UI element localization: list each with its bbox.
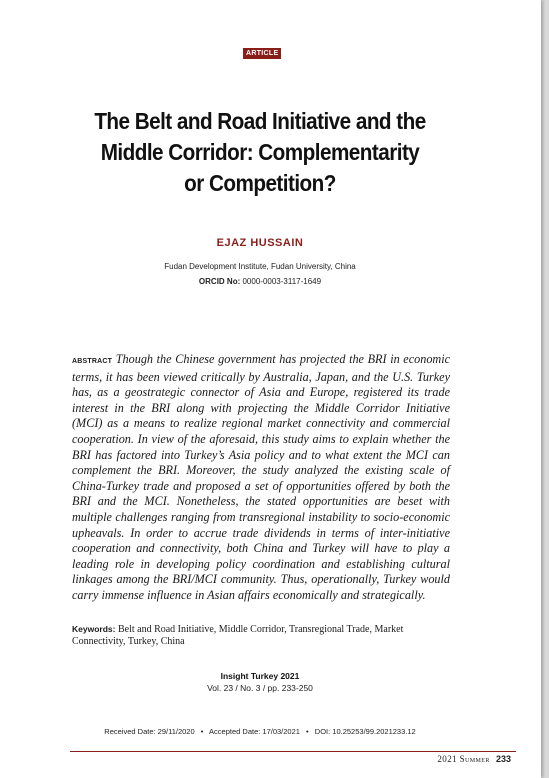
footer-season: 2021 Summer bbox=[437, 754, 490, 764]
doi: DOI: 10.25253/99.2021233.12 bbox=[314, 727, 416, 736]
accepted-date: Accepted Date: 17/03/2021 bbox=[209, 727, 300, 736]
abstract-label: ABSTRACT bbox=[72, 358, 113, 365]
orcid-value: 0000-0003-3117-1649 bbox=[242, 277, 322, 286]
publication-dates bbox=[0, 727, 520, 736]
article-type-badge: ARTICLE bbox=[243, 48, 281, 59]
article-title bbox=[62, 106, 458, 199]
journal-volume: Vol. 23 / No. 3 / pp. 233-250 bbox=[207, 683, 313, 693]
author-orcid bbox=[0, 277, 520, 286]
orcid-label: ORCID No: bbox=[198, 277, 241, 286]
footer-rule bbox=[70, 751, 516, 752]
received-date: Received Date: 29/11/2020 bbox=[104, 727, 195, 736]
abstract-text: Though the Chinese government has projected the BRI in economic terms, it has been viewed critically by Australia, Japan, and the U.S. Turkey has, as a geostrategic connector of Asia and Europe, registered its trade interest in the BRI along with projecting the Middle Corridor Initiative (MCI) as a means to realize regional market connectivity and commercial cooperation. In view of the aforesaid, this study aims to explain whether the BRI has factored into Turkey’s Asia policy and to what extent the MCI can complement the BRI. Moreover, the study analyzed the existing scale of China-Turkey trade and proposed a set of opportunities offered by both the BRI and the MCI. Nonetheless, the stated opportunities are beset with multiple challenges ranging from transregional instability to socio-economic upheavals. In order to accrue trade dividends in terms of inter-initiative cooperation and connectivity, both China and Turkey will have to play a leading role in developing policy coordination and establishing cultural linkages among the BRI/MCI community. Thus, operationally, Turkey would carry immense influence in Asian affairs economically and strategically. bbox=[72, 352, 451, 602]
keywords-text: Belt and Road Initiative, Middle Corridor, Transregional Trade, Market Connectivity, Turkey, China bbox=[72, 624, 404, 647]
separator-1: • bbox=[200, 727, 204, 736]
journal-name: Insight Turkey 2021 bbox=[220, 671, 300, 681]
page-number: 233 bbox=[495, 754, 511, 764]
keywords-label: Keywords: bbox=[72, 624, 116, 634]
title-line-2: Middle Corridor: Complementarity bbox=[100, 139, 420, 165]
title-line-1: The Belt and Road Initiative and the bbox=[94, 108, 426, 134]
author-name: EJAZ HUSSAIN bbox=[216, 237, 304, 249]
keywords bbox=[72, 623, 452, 648]
page-footer bbox=[437, 754, 511, 764]
author-affiliation: Fudan Development Institute, Fudan University, China bbox=[164, 262, 356, 271]
abstract bbox=[72, 352, 450, 604]
separator-2: • bbox=[306, 727, 309, 736]
title-line-3: or Competition? bbox=[184, 170, 336, 196]
